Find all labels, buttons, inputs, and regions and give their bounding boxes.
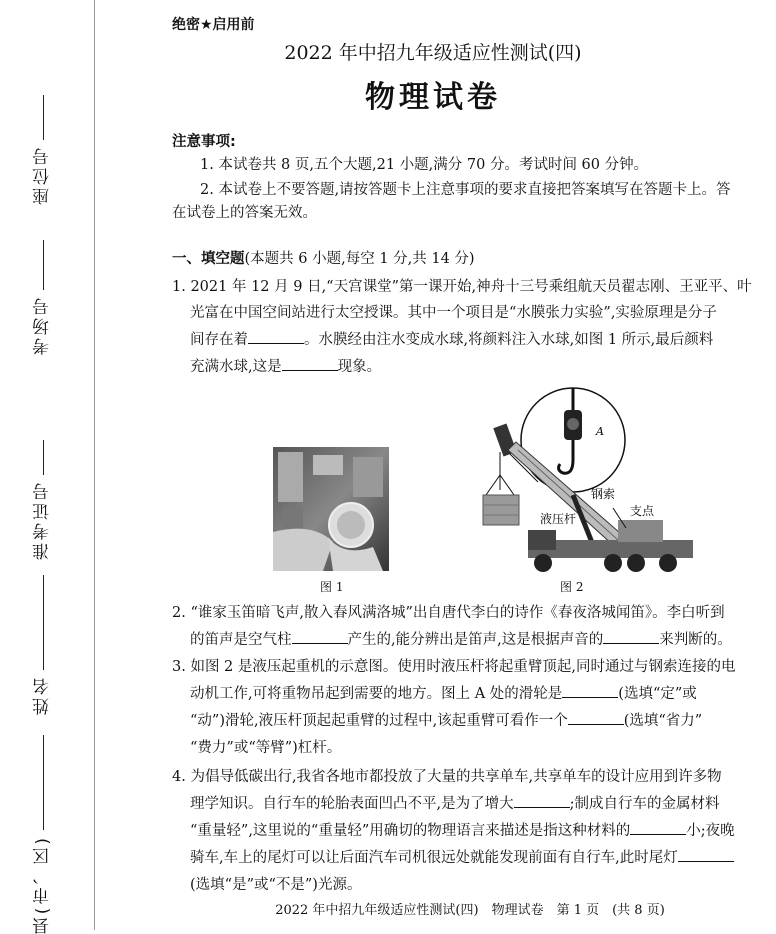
section-note: (本题共 6 小题,每空 1 分,共 14 分) — [244, 251, 475, 267]
q3-line2 — [190, 683, 697, 706]
paper-title: 物理试卷 — [365, 80, 501, 115]
label-pivot: 支点 — [630, 504, 655, 518]
room-field — [30, 240, 56, 360]
q2-line1: 2. “谁家玉笛暗飞声,散入春风满洛城”出自唐代李白的诗作《春夜洛城闻笛》。李白听到 — [172, 605, 725, 621]
q4-line4 — [190, 847, 734, 870]
notice-item-1: 1. 本试卷共 8 页,五个大题,21 小题,满分 70 分。考试时间 60 分钟。 — [200, 157, 649, 173]
county-label: 县(市、区) — [33, 835, 53, 934]
figure-1-caption: 图 1 — [320, 580, 344, 594]
page-footer: 2022 年中招九年级适应性测试(四) 物理试卷 第 1 页 (共 8 页) — [275, 903, 665, 918]
ticket-label: 准考证号 — [33, 480, 53, 560]
q3-line2-end: (选填“定”或 — [618, 686, 697, 702]
figure-2-crane — [478, 380, 776, 575]
q4-line2-start: 理学知识。自行车的轮胎表面凹凸不平,是为了增大 — [190, 796, 514, 812]
q3-blank-2 — [568, 710, 624, 725]
figure-1-photo — [273, 447, 389, 571]
q4-blank-1 — [514, 793, 570, 808]
q2-line2-mid: 产生的,能分辨出是笛声,这是根据声音的 — [347, 632, 604, 648]
q3-line3-start: “动”)滑轮,液压杆顶起起重臂的过程中,该起重臂可看作一个 — [190, 713, 568, 729]
label-rod: 液压杆 — [540, 512, 577, 526]
q4-line3-start: “重量轻”,这里说的“重量轻”用确切的物理语言来描述是指这种材料的 — [190, 823, 631, 839]
q4-line2 — [190, 793, 720, 816]
q2-line2-end: 来判断的。 — [659, 632, 732, 648]
q2-blank-2 — [603, 629, 659, 644]
q2-line2-start: 的笛声是空气柱 — [190, 632, 292, 648]
q1-line3-end: 。水膜经由注水变成水球,将颜料注入水球,如图 1 所示,最后颜料 — [304, 332, 714, 348]
figure-2-caption: 图 2 — [560, 580, 584, 594]
binding-line — [94, 0, 95, 930]
q3-line3 — [190, 710, 702, 733]
q3-line4: “费力”或“等臂”)杠杆。 — [190, 740, 342, 756]
label-a: A — [596, 425, 604, 438]
notice-heading: 注意事项: — [172, 134, 236, 150]
q1-blank-1 — [248, 329, 304, 344]
name-field — [30, 575, 56, 715]
q3-line1: 3. 如图 2 是液压起重机的示意图。使用时液压杆将起重臂顶起,同时通过与钢索连接的电 — [172, 659, 736, 675]
name-underline — [43, 575, 44, 670]
q2-line2 — [190, 629, 732, 652]
name-label: 姓名 — [33, 675, 53, 715]
q3-line2-start: 动机工作,可将重物吊起到需要的地方。图上 A 处的滑轮是 — [190, 686, 563, 702]
q4-line1: 4. 为倡导低碳出行,我省各地市都投放了大量的共享单车,共享单车的设计应用到许多物 — [172, 769, 722, 785]
q1-blank-2 — [282, 356, 338, 371]
label-rope: 钢索 — [591, 487, 616, 501]
section-title: 一、填空题 — [172, 251, 245, 267]
q1-line2: 光富在中国空间站进行太空授课。其中一个项目是“水膜张力实验”,实验原理是分子 — [190, 305, 717, 321]
confidential-mark: 绝密★启用前 — [172, 17, 255, 33]
notice-item-2-line1: 2. 本试卷上不要答题,请按答题卡上注意事项的要求直接把答案填写在答题卡上。答 — [200, 182, 731, 198]
ticket-field — [30, 440, 56, 570]
q4-blank-2 — [630, 820, 686, 835]
ticket-underline — [43, 440, 44, 475]
exam-title: 2022 年中招九年级适应性测试(四) — [284, 42, 582, 64]
notice-item-2-line2: 在试卷上的答案无效。 — [172, 205, 317, 221]
section-heading — [172, 248, 475, 271]
seat-label: 座位号 — [33, 145, 53, 205]
q1-line3-start: 间存在着 — [190, 332, 248, 348]
room-underline — [43, 240, 44, 290]
q4-line3 — [190, 820, 735, 843]
q4-line3-end: 小;夜晚 — [686, 823, 735, 839]
q4-line2-end: ;制成自行车的金属材料 — [569, 796, 720, 812]
q1-line4-start: 充满水球,这是 — [190, 359, 282, 375]
county-field — [30, 735, 56, 934]
q4-line5: (选填“是”或“不是”)光源。 — [190, 877, 362, 893]
q1-line1: 1. 2021 年 12 月 9 日,“天宫课堂”第一课开始,神舟十三号乘组航天员翟志刚、王亚平、叶 — [172, 279, 752, 295]
q2-blank-1 — [292, 629, 348, 644]
county-underline — [43, 735, 44, 830]
binding-margin — [0, 0, 95, 934]
q4-line4-text: 骑车,车上的尾灯可以让后面汽车司机很远处就能发现前面有自行车,此时尾灯 — [190, 850, 678, 866]
q3-blank-1 — [562, 683, 618, 698]
q1-line4-end: 现象。 — [337, 359, 382, 375]
q1-line3 — [190, 329, 713, 352]
q3-line3-end: (选填“省力” — [623, 713, 703, 729]
room-label: 考场号 — [33, 295, 53, 355]
q1-line4 — [190, 356, 381, 379]
q4-blank-3 — [678, 847, 734, 862]
